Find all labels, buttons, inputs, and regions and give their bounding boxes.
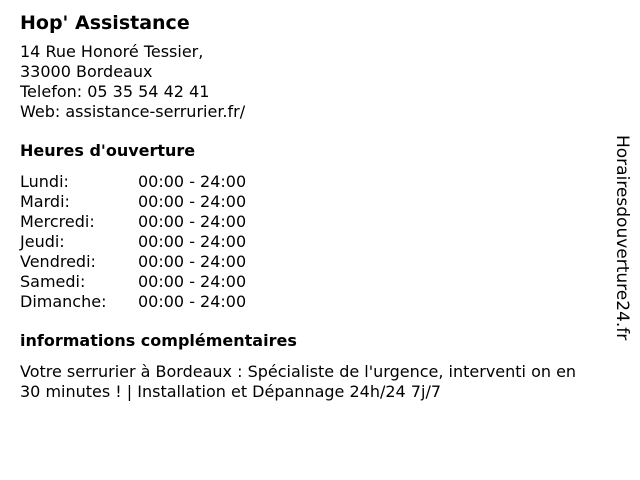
business-description: Votre serrurier à Bordeaux : Spécialiste de l'urgence, interventi on en 30 minutes ! | Installation et Dépannage 24h/24 7j/7 [20, 362, 577, 401]
time-range: 00:00 - 24:00 [138, 172, 247, 191]
time-range: 00:00 - 24:00 [138, 252, 247, 271]
hours-row-friday [20, 252, 590, 272]
day-label: Mardi: [20, 192, 70, 211]
time-range: 00:00 - 24:00 [138, 292, 247, 311]
time-range: 00:00 - 24:00 [138, 232, 247, 251]
hours-row-wednesday [20, 212, 590, 232]
contact-block [20, 42, 590, 122]
hours-heading: Heures d'ouverture [20, 141, 196, 160]
hours-row-tuesday [20, 192, 590, 212]
time-range: 00:00 - 24:00 [138, 272, 247, 291]
day-label: Samedi: [20, 272, 86, 291]
website-line: Web: assistance-serrurier.fr/ [20, 102, 246, 121]
opening-hours-list [20, 172, 590, 312]
hours-row-saturday [20, 272, 590, 292]
hours-row-monday [20, 172, 590, 192]
hours-row-sunday [20, 292, 590, 312]
site-watermark: Horairesdouverture24.fr [612, 135, 632, 341]
day-label: Dimanche: [20, 292, 107, 311]
info-heading: informations complémentaires [20, 331, 297, 350]
day-label: Lundi: [20, 172, 69, 191]
business-name: Hop' Assistance [20, 12, 190, 34]
hours-row-thursday [20, 232, 590, 252]
day-label: Mercredi: [20, 212, 95, 231]
address-city: 33000 Bordeaux [20, 62, 153, 81]
business-card [20, 10, 590, 402]
time-range: 00:00 - 24:00 [138, 192, 247, 211]
day-label: Jeudi: [20, 232, 65, 251]
time-range: 00:00 - 24:00 [138, 212, 247, 231]
address-street: 14 Rue Honoré Tessier, [20, 42, 204, 61]
phone-line: Telefon: 05 35 54 42 41 [20, 82, 210, 101]
day-label: Vendredi: [20, 252, 96, 271]
